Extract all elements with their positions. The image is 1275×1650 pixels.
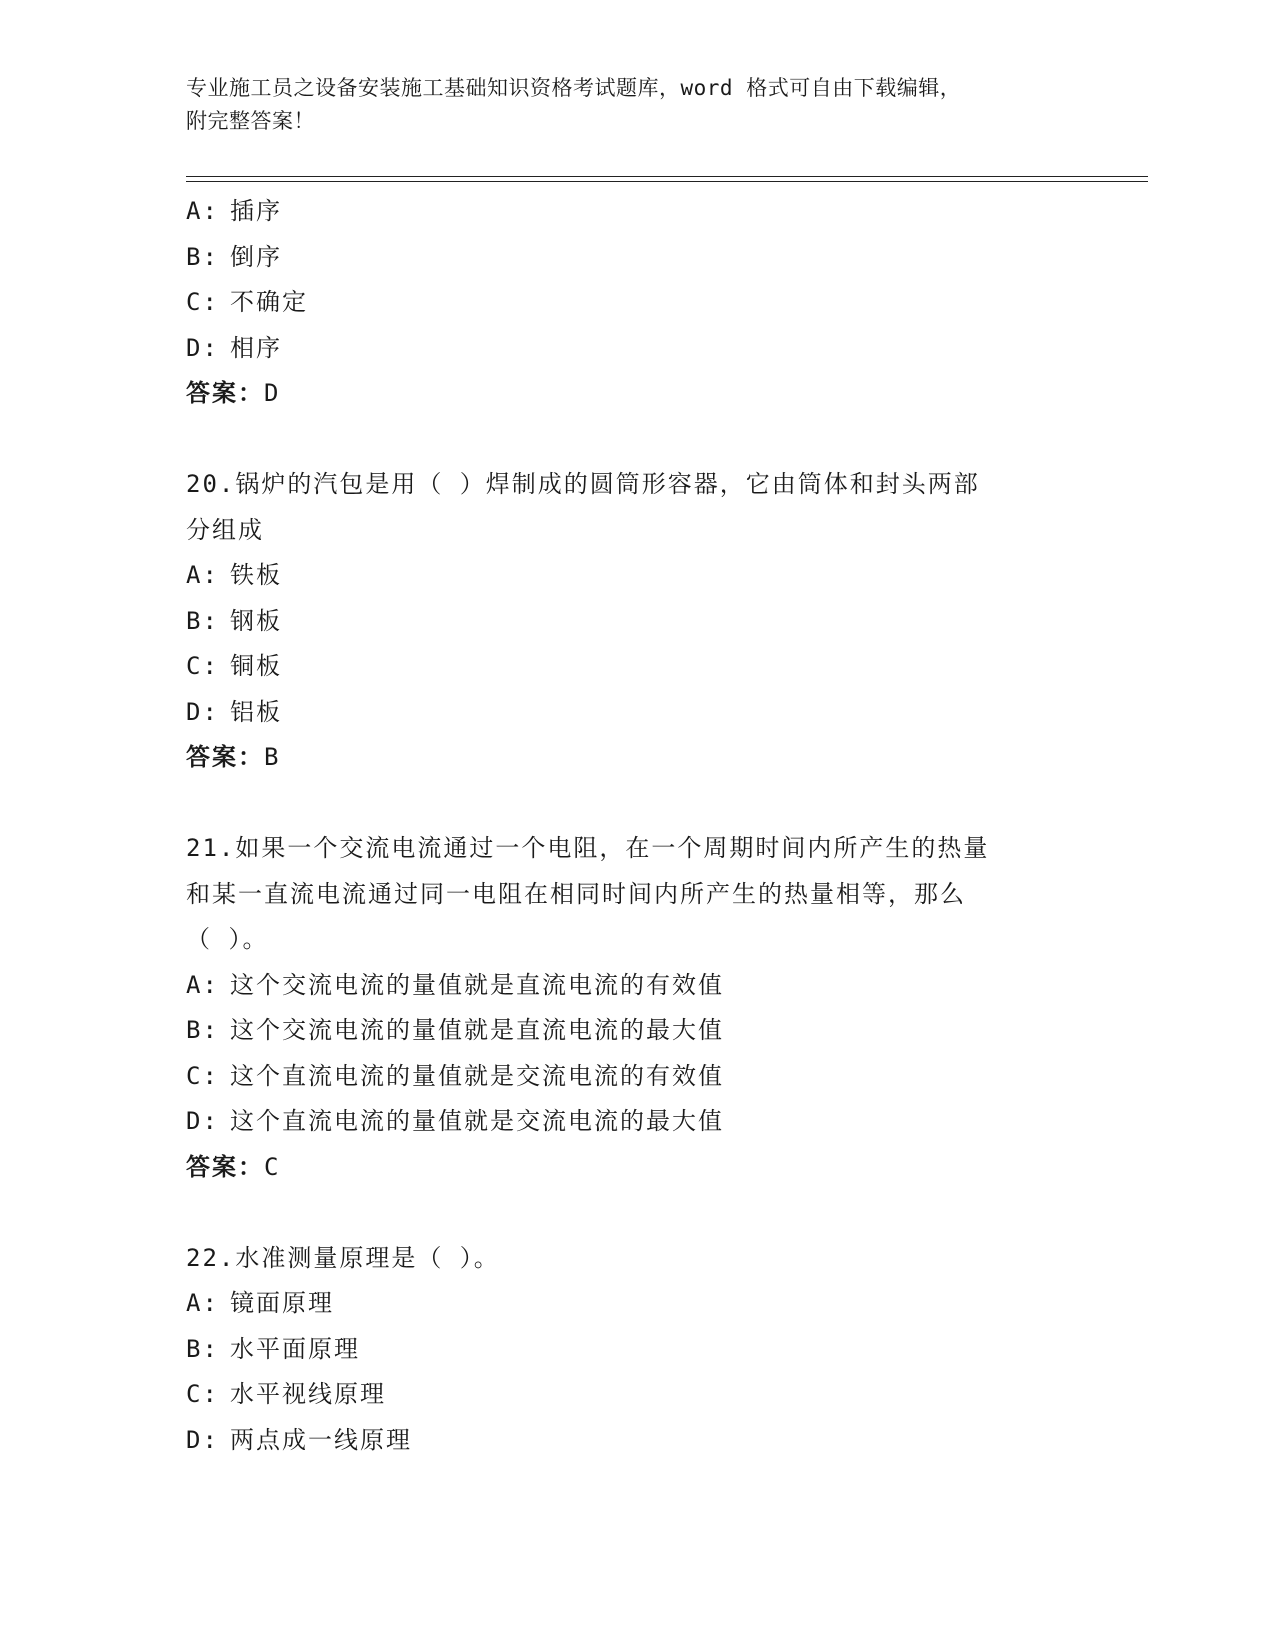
question-20 xyxy=(186,462,1106,781)
header-line-2: 附完整答案！ xyxy=(186,109,315,133)
option-d: D: 两点成一线原理 xyxy=(186,1425,412,1454)
header-divider-bottom xyxy=(186,181,1148,182)
option-b: B: 倒序 xyxy=(186,242,282,271)
option-a: A: 镜面原理 xyxy=(186,1289,334,1317)
question-gap xyxy=(186,1190,1106,1236)
question-list xyxy=(186,189,1106,1463)
option-a: A: 铁板 xyxy=(186,561,282,589)
option-c: C: 水平视线原理 xyxy=(186,1380,386,1408)
option-d: D: 这个直流电流的量值就是交流电流的最大值 xyxy=(186,1107,724,1135)
answer-line: 答案：D xyxy=(186,379,281,407)
answer-value: C xyxy=(264,1152,281,1181)
option-b: B: 水平面原理 xyxy=(186,1334,360,1363)
option-d: D: 相序 xyxy=(186,333,282,362)
option-a: A: 插序 xyxy=(186,197,282,225)
question-21 xyxy=(186,826,1106,1190)
header-line-1: 专业施工员之设备安装施工基础知识资格考试题库，word 格式可自由下载编辑， xyxy=(186,76,962,100)
answer-value: D xyxy=(264,379,281,407)
question-text-line-1: 22.水准测量原理是（ ）。 xyxy=(186,1243,500,1272)
question-22 xyxy=(186,1236,1106,1464)
option-b: B: 钢板 xyxy=(186,606,282,635)
question-text-line-1: 20.锅炉的汽包是用（ ）焊制成的圆筒形容器，它由筒体和封头两部 xyxy=(186,470,980,498)
question-gap xyxy=(186,417,1106,463)
option-c: C: 这个直流电流的量值就是交流电流的有效值 xyxy=(186,1061,724,1090)
answer-value: B xyxy=(264,743,281,771)
question-text-line-1: 21.如果一个交流电流通过一个电阻，在一个周期时间内所产生的热量 xyxy=(186,834,990,862)
question-text-line-3: （ ）。 xyxy=(186,925,269,953)
option-c: C: 不确定 xyxy=(186,288,308,316)
document-header xyxy=(186,72,1086,138)
question-19 xyxy=(186,189,1106,417)
option-c: C: 铜板 xyxy=(186,652,282,680)
answer-line: 答案：C xyxy=(186,1152,281,1181)
option-a: A: 这个交流电流的量值就是直流电流的有效值 xyxy=(186,970,724,999)
header-divider-top xyxy=(186,176,1148,177)
question-gap xyxy=(186,781,1106,827)
option-b: B: 这个交流电流的量值就是直流电流的最大值 xyxy=(186,1016,724,1044)
question-text-line-2: 和某一直流电流通过同一电阻在相同时间内所产生的热量相等，那么 xyxy=(186,879,966,908)
answer-line: 答案：B xyxy=(186,743,281,771)
question-text-line-2: 分组成 xyxy=(186,515,264,544)
option-d: D: 铝板 xyxy=(186,697,282,726)
